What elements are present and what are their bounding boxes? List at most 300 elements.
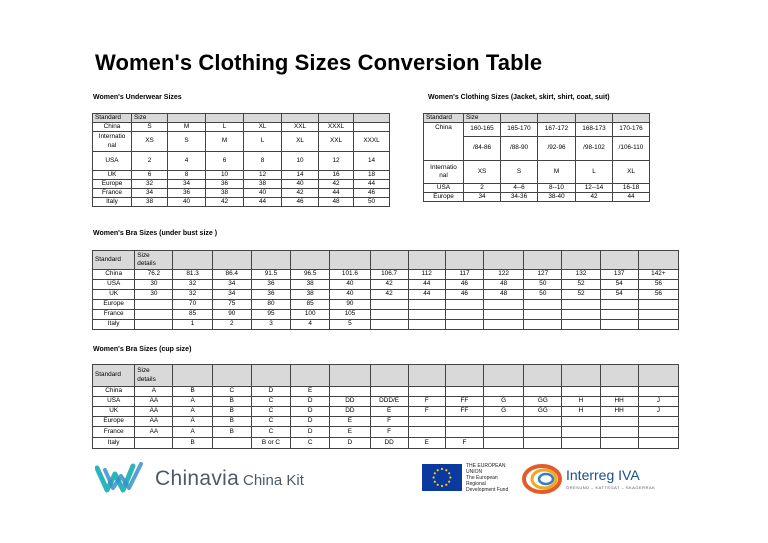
table-cell: A xyxy=(173,407,212,417)
table-cell: 52 xyxy=(562,280,600,290)
row-label: USA xyxy=(93,397,135,407)
table-cell: 56 xyxy=(638,280,678,290)
table-cell: D xyxy=(251,387,290,397)
bra-bust-section-title: Women's Bra Sizes (under bust size ) xyxy=(93,230,218,237)
clothing-size-table xyxy=(423,113,650,202)
table-cell: /84-86 xyxy=(464,137,501,161)
clothing-section-title: Women's Clothing Sizes (Jacket, skirt, shirt, coat, suit) xyxy=(428,94,610,101)
table-cell xyxy=(638,300,678,310)
table-cell: M xyxy=(538,161,576,184)
table-cell: 90 xyxy=(212,310,251,320)
table-cell: 32 xyxy=(132,180,168,189)
row-label: USA xyxy=(93,280,135,290)
table-row xyxy=(93,290,679,300)
table-row xyxy=(93,397,679,407)
underwear-section-title: Women's Underwear Sizes xyxy=(93,94,182,101)
table-row xyxy=(424,161,650,184)
table-cell: D xyxy=(291,427,330,438)
table-cell xyxy=(484,320,524,330)
row-label: Internatio nal xyxy=(93,132,132,152)
table-cell: 34 xyxy=(168,180,206,189)
table-cell: 36 xyxy=(206,180,244,189)
table-row xyxy=(93,417,679,427)
table-cell: 40 xyxy=(282,180,319,189)
table-cell xyxy=(524,417,562,427)
table-cell: E xyxy=(330,417,370,427)
table-row xyxy=(93,387,679,397)
table-cell xyxy=(562,387,600,397)
table-cell: C xyxy=(251,417,290,427)
table-cell: 137 xyxy=(600,270,638,280)
table-cell: B xyxy=(173,387,212,397)
table-cell: XXXL xyxy=(354,132,390,152)
table-cell: XXL xyxy=(319,132,354,152)
table-cell: 18 xyxy=(354,171,390,180)
row-label: Europe xyxy=(93,300,135,310)
table-cell: AA xyxy=(135,397,173,407)
table-cell xyxy=(408,417,445,427)
table-cell: AA xyxy=(135,407,173,417)
table-row xyxy=(93,310,679,320)
table-cell: 44 xyxy=(613,193,650,202)
table-cell: 160-165 xyxy=(464,123,501,137)
table-cell: 96.5 xyxy=(291,270,330,280)
table-cell: M xyxy=(206,132,244,152)
table-cell xyxy=(562,438,600,449)
table-cell: G xyxy=(484,407,524,417)
table-cell: 38 xyxy=(291,280,330,290)
table-cell: F xyxy=(445,438,483,449)
table-cell: 48 xyxy=(484,280,524,290)
table-row xyxy=(93,198,390,207)
table-cell: 122 xyxy=(484,270,524,280)
table-cell: 142+ xyxy=(638,270,678,280)
table-cell xyxy=(524,438,562,449)
table-cell: 32 xyxy=(173,280,212,290)
table-cell: L xyxy=(576,161,613,184)
table-cell: 14 xyxy=(354,152,390,171)
table-cell: 12--14 xyxy=(576,184,613,193)
table-cell: 30 xyxy=(135,280,173,290)
table-row xyxy=(93,123,390,132)
table-cell: 165-170 xyxy=(501,123,538,137)
table-cell: 36 xyxy=(251,280,290,290)
table-cell xyxy=(135,300,173,310)
table-cell: 34 xyxy=(132,189,168,198)
table-cell: 170-176 xyxy=(613,123,650,137)
table-row xyxy=(93,189,390,198)
table-row xyxy=(93,427,679,438)
table-cell: B or C xyxy=(251,438,290,449)
table-cell xyxy=(135,310,173,320)
header-cell: Standard xyxy=(93,251,135,270)
row-label: Italy xyxy=(93,198,132,207)
table-cell: B xyxy=(212,397,251,407)
table-cell: 4--6 xyxy=(501,184,538,193)
table-cell: XS xyxy=(464,161,501,184)
table-cell: 16 xyxy=(319,171,354,180)
table-cell xyxy=(408,320,445,330)
table-cell: 10 xyxy=(282,152,319,171)
table-cell: XL xyxy=(613,161,650,184)
table-cell: S xyxy=(168,132,206,152)
table-cell: 2 xyxy=(464,184,501,193)
table-cell: AA xyxy=(135,427,173,438)
table-cell: 40 xyxy=(330,290,370,300)
table-cell xyxy=(524,310,562,320)
table-cell xyxy=(135,438,173,449)
table-cell: AA xyxy=(135,417,173,427)
table-row xyxy=(93,152,390,171)
table-cell: 6 xyxy=(132,171,168,180)
table-cell: M xyxy=(168,123,206,132)
table-cell: 112 xyxy=(408,270,445,280)
row-label: France xyxy=(93,189,132,198)
table-cell: D xyxy=(291,397,330,407)
table-cell: /98-102 xyxy=(576,137,613,161)
table-cell xyxy=(600,438,638,449)
table-cell: 42 xyxy=(319,180,354,189)
table-cell: J xyxy=(638,397,678,407)
table-cell: 75 xyxy=(212,300,251,310)
table-cell: H xyxy=(562,397,600,407)
table-cell: A xyxy=(173,397,212,407)
table-cell: D xyxy=(291,417,330,427)
table-cell: 100 xyxy=(291,310,330,320)
table-cell: 12 xyxy=(319,152,354,171)
table-cell: DD xyxy=(370,438,408,449)
table-cell xyxy=(445,310,483,320)
header-cell: Size details xyxy=(135,365,173,387)
table-cell xyxy=(638,310,678,320)
table-cell: 16-18 xyxy=(613,184,650,193)
table-cell: G xyxy=(484,397,524,407)
table-cell: 46 xyxy=(354,189,390,198)
table-cell: E xyxy=(330,427,370,438)
row-label: USA xyxy=(424,184,464,193)
row-label: China xyxy=(93,123,132,132)
row-label: China xyxy=(93,270,135,280)
row-label: Europe xyxy=(93,417,135,427)
interreg-subtitle: ÖRESUND – KATTEGAT – SKAGERRAK xyxy=(566,485,656,490)
table-cell: C xyxy=(251,407,290,417)
row-label: France xyxy=(93,310,135,320)
table-cell: 38 xyxy=(244,180,282,189)
table-cell xyxy=(484,438,524,449)
table-cell xyxy=(330,387,370,397)
table-cell: 80 xyxy=(251,300,290,310)
table-cell: 34 xyxy=(212,280,251,290)
table-cell: 8--10 xyxy=(538,184,576,193)
table-cell: 8 xyxy=(168,171,206,180)
table-cell xyxy=(484,427,524,438)
table-cell: 44 xyxy=(244,198,282,207)
table-cell: 44 xyxy=(408,280,445,290)
table-cell: China xyxy=(424,123,464,161)
table-row xyxy=(424,184,650,193)
table-cell xyxy=(135,320,173,330)
table-row xyxy=(93,407,679,417)
table-cell: 42 xyxy=(206,198,244,207)
table-cell: XXXL xyxy=(319,123,354,132)
table-cell: L xyxy=(244,132,282,152)
table-cell: S xyxy=(132,123,168,132)
table-cell: 52 xyxy=(562,290,600,300)
table-cell: 38 xyxy=(132,198,168,207)
table-cell xyxy=(524,300,562,310)
table-cell: 30 xyxy=(135,290,173,300)
table-cell xyxy=(638,387,678,397)
china-kit-label: China Kit xyxy=(243,472,304,489)
table-cell: A xyxy=(173,417,212,427)
table-cell: 44 xyxy=(319,189,354,198)
table-cell: 105 xyxy=(330,310,370,320)
table-cell: 34 xyxy=(464,193,501,202)
table-cell: E xyxy=(370,407,408,417)
table-cell: S xyxy=(501,161,538,184)
table-cell: 8 xyxy=(244,152,282,171)
table-row xyxy=(93,180,390,189)
table-cell: C xyxy=(251,427,290,438)
table-cell xyxy=(370,310,408,320)
table-cell: 4 xyxy=(168,152,206,171)
table-cell: 34 xyxy=(212,290,251,300)
table-cell xyxy=(445,417,483,427)
table-cell xyxy=(524,320,562,330)
table-cell: 95 xyxy=(251,310,290,320)
interreg-wordmark: Interreg IVA xyxy=(566,467,640,483)
row-label: France xyxy=(93,427,135,438)
table-cell xyxy=(600,320,638,330)
bra-cup-section-title: Women's Bra Sizes (cup size) xyxy=(93,346,192,353)
table-cell: 36 xyxy=(251,290,290,300)
table-cell xyxy=(562,300,600,310)
table-cell: B xyxy=(173,438,212,449)
table-cell: 91.5 xyxy=(251,270,290,280)
table-cell: 38 xyxy=(206,189,244,198)
underwear-size-table xyxy=(92,113,390,207)
table-cell xyxy=(600,387,638,397)
eu-flag-icon xyxy=(422,464,462,491)
table-cell xyxy=(562,320,600,330)
page-title: Women's Clothing Sizes Conversion Table xyxy=(95,50,543,75)
table-cell: A xyxy=(173,427,212,438)
table-cell: 48 xyxy=(484,290,524,300)
table-cell: FF xyxy=(445,407,483,417)
table-cell: DDD/E xyxy=(370,397,408,407)
table-cell: 167-172 xyxy=(538,123,576,137)
table-cell: 42 xyxy=(576,193,613,202)
table-cell: 36 xyxy=(168,189,206,198)
table-row xyxy=(93,132,390,152)
table-cell xyxy=(600,417,638,427)
row-label: China xyxy=(93,387,135,397)
table-cell xyxy=(408,387,445,397)
table-cell: 106.7 xyxy=(370,270,408,280)
table-cell: DD xyxy=(330,397,370,407)
table-cell xyxy=(445,427,483,438)
table-cell xyxy=(524,427,562,438)
table-cell: /106-110 xyxy=(613,137,650,161)
table-cell xyxy=(600,300,638,310)
bra-bust-size-table xyxy=(92,250,679,330)
header-cell: Size xyxy=(132,114,168,123)
table-cell xyxy=(370,387,408,397)
table-cell xyxy=(445,300,483,310)
table-cell: A xyxy=(135,387,173,397)
table-cell: 3 xyxy=(251,320,290,330)
table-cell: H xyxy=(562,407,600,417)
table-cell: 101.6 xyxy=(330,270,370,280)
table-cell: 44 xyxy=(408,290,445,300)
table-cell: 85 xyxy=(291,300,330,310)
table-cell: 42 xyxy=(370,280,408,290)
table-cell: D xyxy=(291,407,330,417)
row-label: UK xyxy=(93,171,132,180)
header-cell: Standard xyxy=(424,114,464,123)
table-cell: F xyxy=(408,407,445,417)
table-cell xyxy=(600,310,638,320)
table-cell: 46 xyxy=(445,280,483,290)
table-cell: 32 xyxy=(173,290,212,300)
chinavia-wordmark: Chinavia xyxy=(155,467,240,490)
bra-cup-size-table xyxy=(92,364,679,449)
table-cell: GG xyxy=(524,397,562,407)
table-cell: C xyxy=(251,397,290,407)
table-cell xyxy=(408,310,445,320)
table-cell xyxy=(354,123,390,132)
table-cell: 48 xyxy=(319,198,354,207)
table-cell: 76.2 xyxy=(135,270,173,280)
header-cell: Size xyxy=(464,114,501,123)
table-cell: 2 xyxy=(132,152,168,171)
table-cell: 46 xyxy=(282,198,319,207)
table-cell xyxy=(484,310,524,320)
table-cell xyxy=(484,417,524,427)
table-row xyxy=(93,300,679,310)
row-label: Europe xyxy=(424,193,464,202)
table-cell: J xyxy=(638,407,678,417)
table-cell: E xyxy=(408,438,445,449)
row-label: UK xyxy=(93,290,135,300)
table-cell: 85 xyxy=(173,310,212,320)
table-row xyxy=(93,320,679,330)
row-label: Internatio nal xyxy=(424,161,464,184)
table-cell: XL xyxy=(244,123,282,132)
table-row xyxy=(93,270,679,280)
table-cell: 38 xyxy=(291,290,330,300)
table-cell: 10 xyxy=(206,171,244,180)
table-cell: 50 xyxy=(524,280,562,290)
table-cell: B xyxy=(212,417,251,427)
table-cell: 168-173 xyxy=(576,123,613,137)
table-cell xyxy=(212,438,251,449)
table-cell: B xyxy=(212,427,251,438)
header-cell: Standard xyxy=(93,114,132,123)
table-cell: 6 xyxy=(206,152,244,171)
table-cell: XXL xyxy=(282,123,319,132)
row-label: Italy xyxy=(93,438,135,449)
table-cell: 44 xyxy=(354,180,390,189)
table-cell: DD xyxy=(330,407,370,417)
table-cell: 56 xyxy=(638,290,678,300)
table-cell xyxy=(445,320,483,330)
table-cell: 40 xyxy=(244,189,282,198)
table-row xyxy=(93,438,679,449)
eu-fund-text: THE EUROPEAN UNION The European Regional Development Fund xyxy=(466,463,509,493)
table-cell: /88-90 xyxy=(501,137,538,161)
table-cell xyxy=(600,427,638,438)
table-cell xyxy=(638,417,678,427)
table-cell: 127 xyxy=(524,270,562,280)
table-cell xyxy=(370,320,408,330)
table-cell: 4 xyxy=(291,320,330,330)
table-cell: F xyxy=(370,417,408,427)
table-cell xyxy=(484,387,524,397)
table-cell: 46 xyxy=(445,290,483,300)
table-cell: 132 xyxy=(562,270,600,280)
table-cell xyxy=(638,427,678,438)
table-cell: FF xyxy=(445,397,483,407)
table-cell: 12 xyxy=(244,171,282,180)
table-cell: 42 xyxy=(370,290,408,300)
table-cell xyxy=(484,300,524,310)
table-cell: 40 xyxy=(330,280,370,290)
table-cell: F xyxy=(408,397,445,407)
table-cell: C xyxy=(212,387,251,397)
table-cell xyxy=(524,387,562,397)
table-cell xyxy=(562,427,600,438)
table-cell: 54 xyxy=(600,280,638,290)
table-cell: E xyxy=(291,387,330,397)
table-cell: HH xyxy=(600,397,638,407)
row-label: UK xyxy=(93,407,135,417)
table-cell: XL xyxy=(282,132,319,152)
table-cell xyxy=(562,310,600,320)
table-cell: F xyxy=(370,427,408,438)
row-label: USA xyxy=(93,152,132,171)
table-cell: 81.3 xyxy=(173,270,212,280)
table-cell: 1 xyxy=(173,320,212,330)
header-cell: Size details xyxy=(135,251,173,270)
row-label: Europe xyxy=(93,180,132,189)
table-cell: /92-96 xyxy=(538,137,576,161)
table-cell xyxy=(445,387,483,397)
table-cell: 50 xyxy=(354,198,390,207)
row-label: Italy xyxy=(93,320,135,330)
table-cell: 90 xyxy=(330,300,370,310)
header-cell: Standard xyxy=(93,365,135,387)
table-cell: 38-40 xyxy=(538,193,576,202)
table-cell xyxy=(638,438,678,449)
table-cell: 42 xyxy=(282,189,319,198)
table-cell: 34-36 xyxy=(501,193,538,202)
table-cell: 54 xyxy=(600,290,638,300)
table-cell xyxy=(638,320,678,330)
table-cell: GG xyxy=(524,407,562,417)
table-cell: D xyxy=(330,438,370,449)
table-cell: B xyxy=(212,407,251,417)
table-cell: 40 xyxy=(168,198,206,207)
table-row xyxy=(93,171,390,180)
table-cell: HH xyxy=(600,407,638,417)
table-cell: 70 xyxy=(173,300,212,310)
table-row xyxy=(93,280,679,290)
table-cell: 86.4 xyxy=(212,270,251,280)
table-cell: XS xyxy=(132,132,168,152)
table-cell: 14 xyxy=(282,171,319,180)
table-cell: L xyxy=(206,123,244,132)
